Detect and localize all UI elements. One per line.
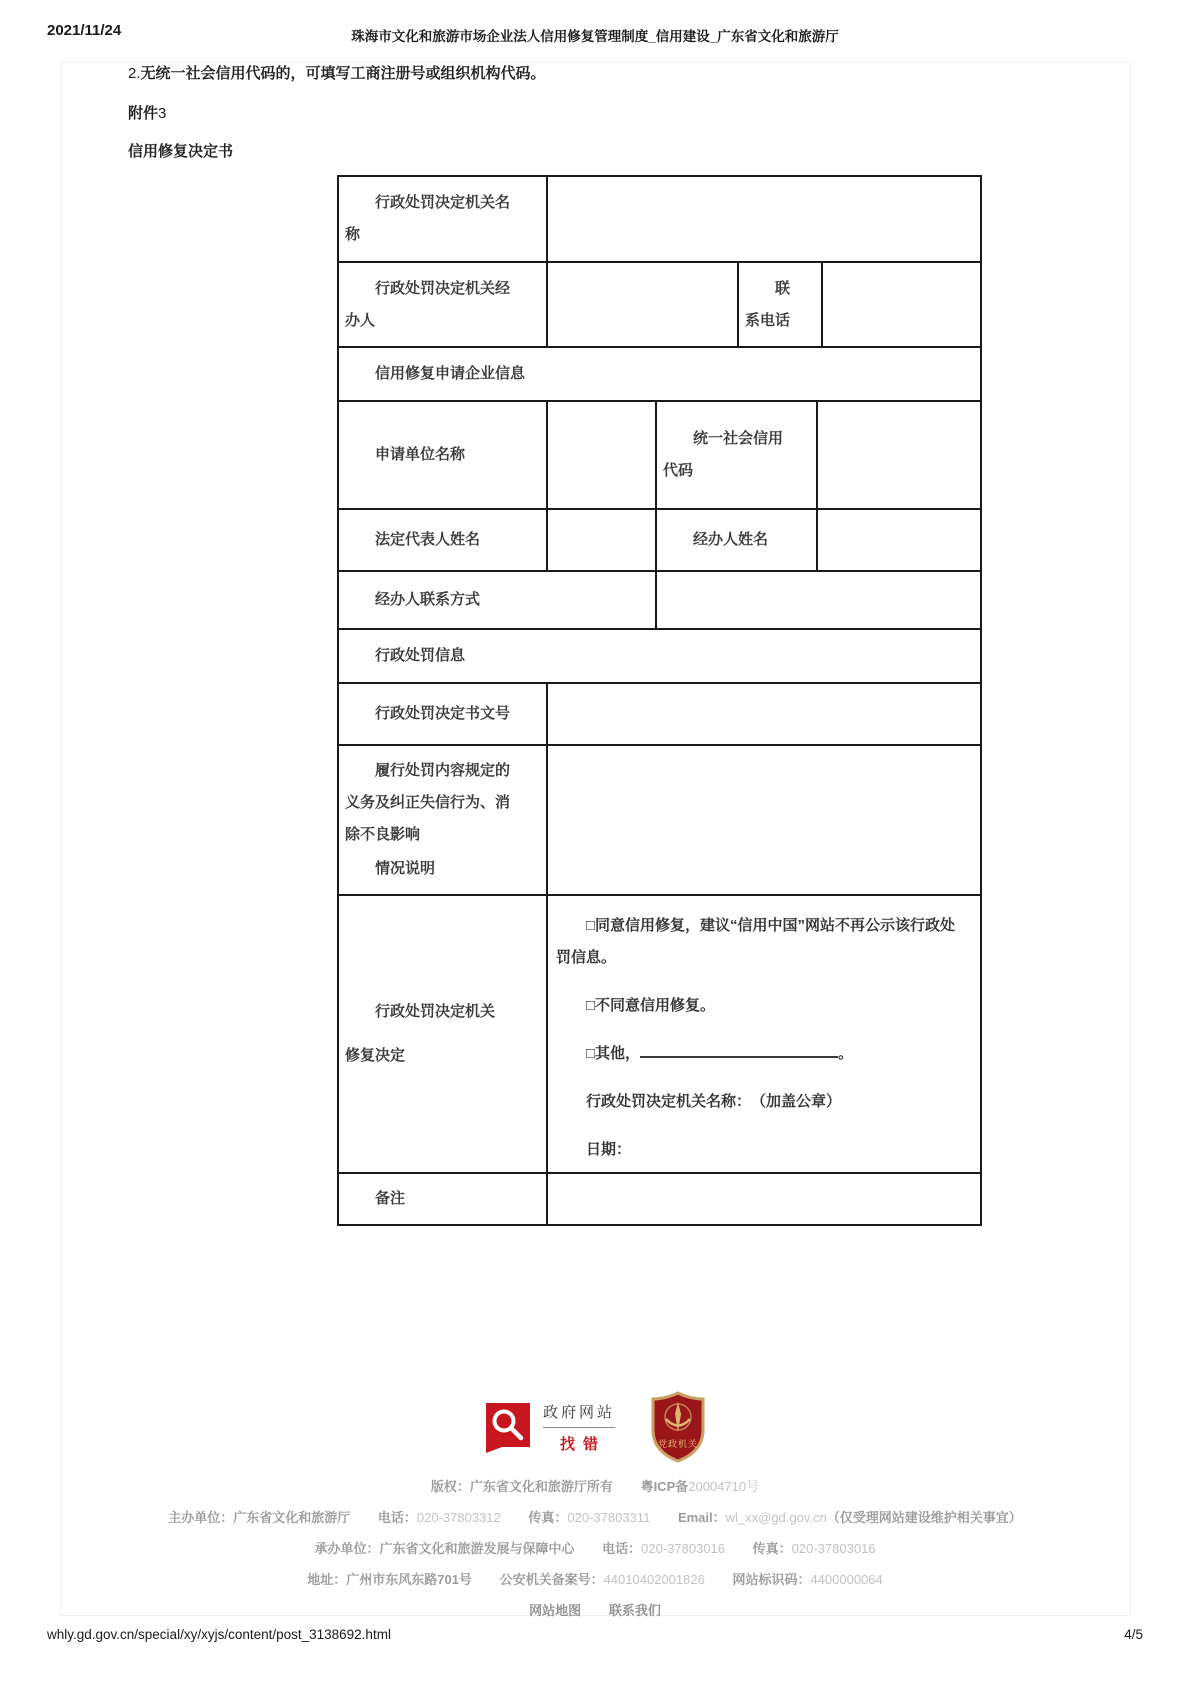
form-row-applicant [339,400,980,508]
email-value: wl_xx@gd.gov.cn [725,1510,827,1525]
option-other [556,1038,960,1070]
shield-icon [649,1390,707,1464]
legal-rep-label-cell [339,510,546,570]
form-row-authority-name [339,177,980,261]
error-finder-text [543,1401,615,1454]
uscc-label: 统一社会信用代码 [663,430,784,479]
copyright-label: 版权： [430,1479,470,1494]
footer-copyright-line [0,1476,1190,1497]
penalty-section-header-cell [339,630,980,682]
repair-decision-label-cell [339,896,546,1172]
party-org-label: 党政机关 [657,1439,698,1449]
operator-fax-segment [753,1541,876,1556]
agent-contact-label-cell [339,572,655,628]
police-record-segment [500,1572,705,1587]
agent-name-label-cell [655,510,816,570]
operator-value: 广东省文化和旅游发展与保障中心 [379,1541,575,1556]
host-tel-value: 020-37803312 [416,1510,501,1525]
option-agree: □同意信用修复，建议“信用中国”网站不再公示该行政处罚信息。 [556,917,956,966]
form-row-agent-contact [339,570,980,628]
copyright-segment [431,1479,613,1494]
authority-agent-input-cell [546,263,737,346]
legal-rep-input-cell [546,510,655,570]
seal-line: 行政处罚决定机关名称： （加盖公章） [586,1093,842,1110]
compliance-label-part1: 履行处罚内容规定的义务及纠正失信行为、消除不良影响 [345,762,511,843]
remarks-label: 备注 [375,1190,406,1207]
repair-decision-options-cell [546,896,980,1172]
note-number: 2. [128,65,141,82]
uscc-input-cell [816,402,980,508]
host-fax-segment [528,1510,650,1525]
sitemap-link[interactable]: 网站地图 [529,1603,582,1618]
host-label: 主办单位： [168,1510,234,1525]
site-footer [0,1476,1190,1631]
site-code-label: 网站标识码： [732,1572,811,1587]
penalty-section-header: 行政处罚信息 [375,647,466,664]
authority-agent-label: 行政处罚决定机关经办人 [345,279,511,329]
penalty-doc-no-label: 行政处罚决定书文号 [375,705,511,722]
print-title: 珠海市文化和旅游市场企业法人信用修复管理制度_信用建设_广东省文化和旅游厅 [351,29,839,44]
option-disagree: □不同意信用修复。 [586,997,716,1014]
attachment-number: 3 [158,105,167,122]
form-row-compliance [339,744,980,894]
print-footer [47,1627,1143,1642]
footer-address-line [0,1569,1190,1590]
operator-tel-label: 电话： [602,1541,642,1556]
form-row-repair-decision [339,894,980,1172]
authority-agent-label-cell [339,263,546,346]
site-code-value: 4400000064 [810,1572,883,1587]
note-text: 无统一社会信用代码的，可填写工商注册号或组织机构代码。 [140,65,546,82]
penalty-doc-no-label-cell [339,684,546,744]
compliance-input-cell [546,746,980,894]
police-record-label: 公安机关备案号： [499,1572,604,1587]
form-row-penalty-section [339,628,980,682]
remarks-label-cell [339,1174,546,1224]
icp-segment [641,1479,760,1494]
uscc-label-cell [655,402,816,508]
attachment-line [128,102,166,123]
repair-decision-label-line2: 修复决定 [345,1047,406,1064]
error-finder-top-label: 政府网站 [543,1401,615,1428]
site-code-segment [732,1572,882,1587]
operator-segment [314,1541,574,1556]
error-finder-badge[interactable] [483,1400,615,1454]
attachment-label: 附件 [128,105,159,122]
applicant-name-label: 申请单位名称 [375,446,466,463]
operator-label: 承办单位： [314,1541,380,1556]
legal-rep-label: 法定代表人姓名 [375,531,481,548]
contact-phone-input-cell [821,263,980,346]
form-row-legal-rep [339,508,980,570]
agent-name-input-cell [816,510,980,570]
form-row-penalty-doc-no [339,682,980,744]
footer-host-line [0,1507,1190,1528]
operator-fax-label: 传真： [752,1541,792,1556]
compliance-label-part2: 情况说明 [375,860,436,877]
form-row-remarks [339,1172,980,1224]
host-tel-label: 电话： [377,1510,417,1525]
date-label: 日期： [586,1141,632,1158]
page-indicator: 4/5 [1124,1627,1143,1642]
operator-tel-segment [602,1541,725,1556]
form-row-enterprise-section [339,346,980,400]
operator-fax-value: 020-37803016 [791,1541,876,1556]
authority-name-label-cell [339,177,546,261]
form-title: 信用修复决定书 [128,143,234,160]
icp-label: 粤ICP备 [640,1479,689,1494]
agent-contact-input-cell [655,572,980,628]
email-label: Email： [677,1510,726,1525]
agent-contact-label: 经办人联系方式 [375,591,481,608]
applicant-name-input-cell [546,402,655,508]
fill-in-blank-line [640,1042,838,1058]
contact-phone-label: 联系电话 [745,279,791,329]
host-value: 广东省文化和旅游厅 [233,1510,351,1525]
option-other-prefix: □其他， [586,1045,641,1062]
host-fax-value: 020-37803311 [567,1510,651,1525]
form-row-authority-agent [339,261,980,346]
remarks-input-cell [546,1174,980,1224]
authority-name-label: 行政处罚决定机关名称 [345,194,511,243]
party-org-badge[interactable] [649,1390,707,1464]
error-finder-bottom-label: 找错 [559,1435,606,1453]
contact-phone-label-cell [737,263,821,346]
email-segment [678,1510,1022,1525]
credit-repair-decision-form [337,175,982,1226]
option-other-suffix: 。 [838,1045,854,1062]
copyright-value: 广东省文化和旅游厅所有 [469,1479,613,1494]
magnifier-icon [483,1400,533,1454]
penalty-doc-no-input-cell [546,684,980,744]
enterprise-section-header: 信用修复申请企业信息 [375,365,526,382]
footer-operator-line [0,1538,1190,1559]
compliance-label-cell [339,746,546,894]
footer-badges [0,1390,1190,1464]
print-date: 2021/11/24 [47,22,122,39]
icp-number: 20004710号 [688,1479,760,1494]
repair-decision-label-line1: 行政处罚决定机关 [375,1003,496,1020]
footer-links-line [0,1600,1190,1621]
authority-name-input-cell [546,177,980,261]
applicant-name-label-cell [339,402,546,508]
address-label: 地址： [307,1572,347,1587]
host-fax-label: 传真： [528,1510,568,1525]
operator-tel-value: 020-37803016 [641,1541,726,1556]
print-url: whly.gd.gov.cn/special/xy/xyjs/content/post_3138692.html [47,1627,391,1642]
address-segment [307,1572,472,1587]
agent-name-label: 经办人姓名 [693,531,769,548]
host-tel-segment [378,1510,501,1525]
police-record-value: 44010402001826 [603,1572,705,1587]
address-value: 广州市东风东路701号 [346,1572,472,1587]
host-segment [168,1510,350,1525]
enterprise-section-header-cell [339,348,980,400]
note-line [128,62,546,83]
contact-us-link[interactable]: 联系我们 [608,1603,661,1618]
email-note: （仅受理网站建设维护相关事宜） [826,1510,1022,1525]
